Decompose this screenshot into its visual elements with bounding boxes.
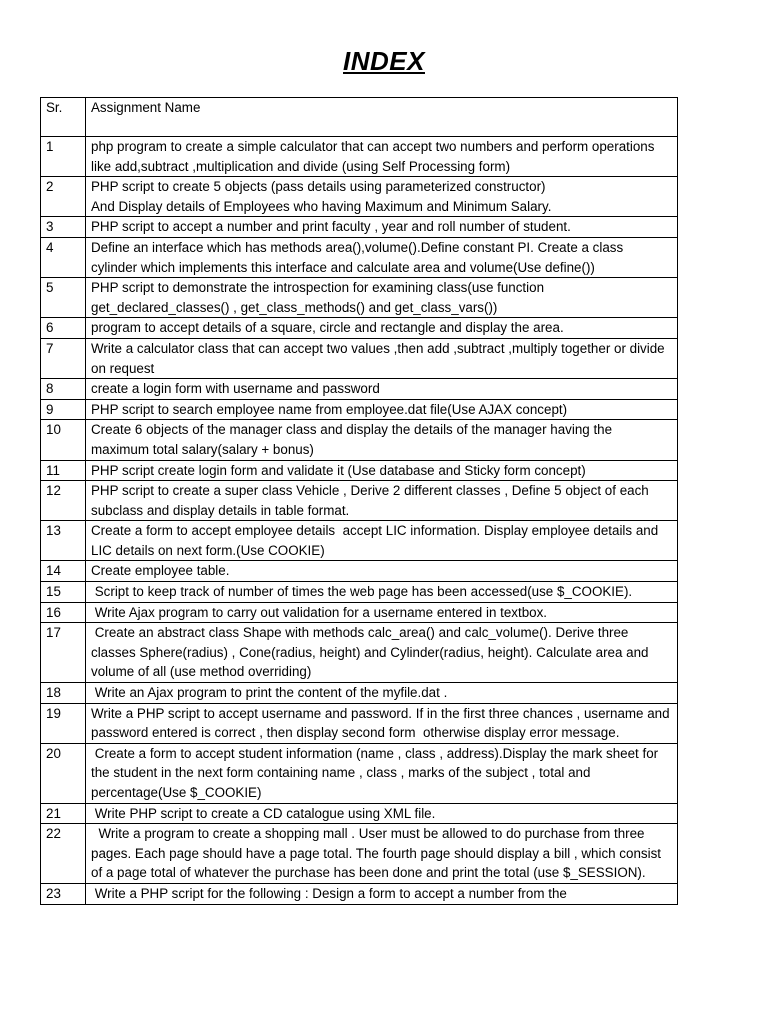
table-row: [41, 137, 678, 177]
table-row: [41, 623, 678, 683]
table-row: [41, 561, 678, 582]
row-assignment-name: Script to keep track of number of times the web page has been accessed(use $_COOKIE).: [86, 582, 678, 603]
row-assignment-name: PHP script to demonstrate the introspection for examining class(use function get_declared_classes() , get_class_methods() and get_class_vars()): [86, 278, 678, 318]
row-assignment-name: Write a calculator class that can accept two values ,then add ,subtract ,multiply together or divide on request: [86, 338, 678, 378]
row-assignment-name: Define an interface which has methods area(),volume().Define constant PI. Create a class cylinder which implements this interface and calculate area and volume(Use define()): [86, 237, 678, 277]
table-row: [41, 399, 678, 420]
table-row: [41, 338, 678, 378]
table-row: [41, 217, 678, 238]
row-sr-number: 21: [41, 803, 86, 824]
row-assignment-name: PHP script to search employee name from employee.dat file(Use AJAX concept): [86, 399, 678, 420]
row-assignment-name: PHP script to create 5 objects (pass details using parameterized constructor) And Display details of Employees who having Maximum and Minimum Salary.: [86, 177, 678, 217]
header-assignment-name: Assignment Name: [86, 98, 678, 137]
row-assignment-name: Create a form to accept employee details accept LIC information. Display employee details and LIC details on next form.(Use COOKIE): [86, 521, 678, 561]
row-sr-number: 5: [41, 278, 86, 318]
page-title: INDEX: [343, 46, 425, 76]
table-row: [41, 683, 678, 704]
row-assignment-name: PHP script to create a super class Vehicle , Derive 2 different classes , Define 5 object of each subclass and display details in table format.: [86, 481, 678, 521]
row-sr-number: 15: [41, 582, 86, 603]
table-row: [41, 582, 678, 603]
row-assignment-name: PHP script to accept a number and print faculty , year and roll number of student.: [86, 217, 678, 238]
table-row: [41, 460, 678, 481]
row-assignment-name: php program to create a simple calculator that can accept two numbers and perform operations like add,subtract ,multiplication and divide (using Self Processing form): [86, 137, 678, 177]
row-sr-number: 16: [41, 602, 86, 623]
table-row: [41, 703, 678, 743]
row-assignment-name: Create a form to accept student information (name , class , address).Display the mark sheet for the student in the next form containing name , class , marks of the subject , total and percentage(Use $_COOKIE): [86, 743, 678, 803]
row-sr-number: 3: [41, 217, 86, 238]
row-sr-number: 19: [41, 703, 86, 743]
table-row: [41, 379, 678, 400]
row-assignment-name: Write a PHP script for the following : Design a form to accept a number from the: [86, 883, 678, 904]
row-assignment-name: program to accept details of a square, circle and rectangle and display the area.: [86, 318, 678, 339]
row-assignment-name: create a login form with username and password: [86, 379, 678, 400]
table-row: [41, 824, 678, 884]
row-sr-number: 9: [41, 399, 86, 420]
row-sr-number: 14: [41, 561, 86, 582]
row-sr-number: 22: [41, 824, 86, 884]
row-sr-number: 20: [41, 743, 86, 803]
table-row: [41, 883, 678, 904]
row-assignment-name: Write an Ajax program to print the content of the myfile.dat .: [86, 683, 678, 704]
row-sr-number: 11: [41, 460, 86, 481]
table-row: [41, 318, 678, 339]
row-assignment-name: Write a program to create a shopping mall . User must be allowed to do purchase from three pages. Each page should have a page total. The fourth page should display a bill , which consist of a page total of whatever the purchase has been done and print the total (use $_SESSION).: [86, 824, 678, 884]
row-sr-number: 10: [41, 420, 86, 460]
row-sr-number: 18: [41, 683, 86, 704]
table-row: [41, 521, 678, 561]
row-sr-number: 23: [41, 883, 86, 904]
table-row: [41, 278, 678, 318]
table-body: [41, 137, 678, 905]
row-assignment-name: Write Ajax program to carry out validation for a username entered in textbox.: [86, 602, 678, 623]
table-row: [41, 743, 678, 803]
table-row: [41, 177, 678, 217]
table-row: [41, 237, 678, 277]
row-sr-number: 6: [41, 318, 86, 339]
table-row: [41, 602, 678, 623]
row-assignment-name: Create employee table.: [86, 561, 678, 582]
row-sr-number: 2: [41, 177, 86, 217]
row-sr-number: 8: [41, 379, 86, 400]
row-sr-number: 4: [41, 237, 86, 277]
table-header-row: [41, 98, 678, 137]
row-sr-number: 13: [41, 521, 86, 561]
row-sr-number: 17: [41, 623, 86, 683]
header-sr: Sr.: [41, 98, 86, 137]
row-assignment-name: PHP script create login form and validate it (Use database and Sticky form concept): [86, 460, 678, 481]
table-row: [41, 481, 678, 521]
table-row: [41, 803, 678, 824]
index-table: [40, 97, 678, 905]
row-assignment-name: Write a PHP script to accept username and password. If in the first three chances , username and password entered is correct , then display second form otherwise display error message.: [86, 703, 678, 743]
row-assignment-name: Write PHP script to create a CD catalogue using XML file.: [86, 803, 678, 824]
table-row: [41, 420, 678, 460]
row-sr-number: 1: [41, 137, 86, 177]
row-assignment-name: Create an abstract class Shape with methods calc_area() and calc_volume(). Derive three classes Sphere(radius) , Cone(radius, height) and Cylinder(radius, height). Calculate area and volume of all (use method overriding): [86, 623, 678, 683]
row-sr-number: 7: [41, 338, 86, 378]
row-assignment-name: Create 6 objects of the manager class and display the details of the manager having the maximum total salary(salary + bonus): [86, 420, 678, 460]
row-sr-number: 12: [41, 481, 86, 521]
